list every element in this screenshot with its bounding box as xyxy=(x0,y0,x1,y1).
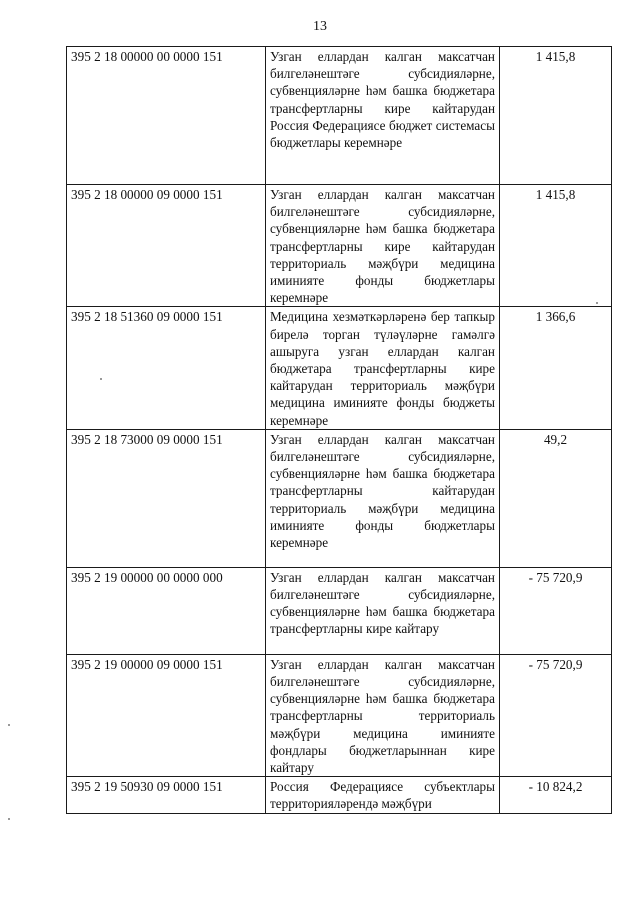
amount-cell: 49,2 xyxy=(500,429,612,567)
scan-speck xyxy=(8,724,10,726)
table-row xyxy=(67,429,612,567)
budget-revenue-table xyxy=(66,46,612,814)
revenue-name-cell: Узган еллардан калган максатчан билгеләнештәге субсидияләрне, субвенцияләрне һәм башка бюджетара трансфертларны кире кайтару xyxy=(266,567,500,654)
amount-cell: - 75 720,9 xyxy=(500,567,612,654)
classification-code-cell: 395 2 19 50930 09 0000 151 xyxy=(67,777,266,813)
page-number: 13 xyxy=(313,19,327,34)
table-row xyxy=(67,47,612,185)
classification-code-cell: 395 2 18 00000 00 0000 151 xyxy=(67,47,266,185)
scan-speck xyxy=(100,378,102,380)
table-row xyxy=(67,654,612,776)
amount-cell: - 10 824,2 xyxy=(500,777,612,813)
revenue-name-cell: Узган еллардан калган максатчан билгеләнештәге субсидияләрне, субвенцияләрне һәм башка бюджетара трансфертларны кайтарудан территориаль мәҗбүри медицина иминияте фонды бюджетлары керемнәре xyxy=(266,429,500,567)
classification-code-cell: 395 2 19 00000 00 0000 000 xyxy=(67,567,266,654)
revenue-name-cell: Узган еллардан калган максатчан билгеләнештәге субсидияләрне, субвенцияләрне һәм башка бюджетара трансфертларны территориаль мәҗбүри медицина иминияте фондлары бюджетларыннан кире кайтару xyxy=(266,654,500,776)
amount-cell: 1 415,8 xyxy=(500,47,612,185)
classification-code-cell: 395 2 18 51360 09 0000 151 xyxy=(67,307,266,429)
revenue-name-cell: Узган еллардан калган максатчан билгеләнештәге субсидияләрне, субвенцияләрне һәм башка бюджетара трансфертларны кире кайтарудан Россия Федерациясе бюджет системасы бюджетлары керемнәре xyxy=(266,47,500,185)
scan-speck xyxy=(8,818,10,820)
table-row xyxy=(67,307,612,429)
table-row xyxy=(67,185,612,307)
amount-cell: - 75 720,9 xyxy=(500,654,612,776)
classification-code-cell: 395 2 19 00000 09 0000 151 xyxy=(67,654,266,776)
amount-cell: 1 366,6 xyxy=(500,307,612,429)
scan-speck xyxy=(596,302,598,304)
table-row xyxy=(67,567,612,654)
classification-code-cell: 395 2 18 00000 09 0000 151 xyxy=(67,185,266,307)
revenue-name-cell: Россия Федерациясе субъектлары территорияләрендә мәҗбүри xyxy=(266,777,500,813)
table-row xyxy=(67,777,612,813)
revenue-name-cell: Медицина хезмәткәрләренә бер тапкыр бирелә торган түләүләрне гамәлгә ашыруга узган еллардан калган бюджетара трансфертларны кире кайтарудан территориаль мәҗбүри медицина иминияте фонды бюджеты керемнәре xyxy=(266,307,500,429)
classification-code-cell: 395 2 18 73000 09 0000 151 xyxy=(67,429,266,567)
amount-cell: 1 415,8 xyxy=(500,185,612,307)
revenue-name-cell: Узган еллардан калган максатчан билгеләнештәге субсидияләрне, субвенцияләрне һәм башка бюджетара трансфертларны кире кайтарудан территориаль мәҗбүри медицина иминияте фонды бюджетлары керемнәре xyxy=(266,185,500,307)
